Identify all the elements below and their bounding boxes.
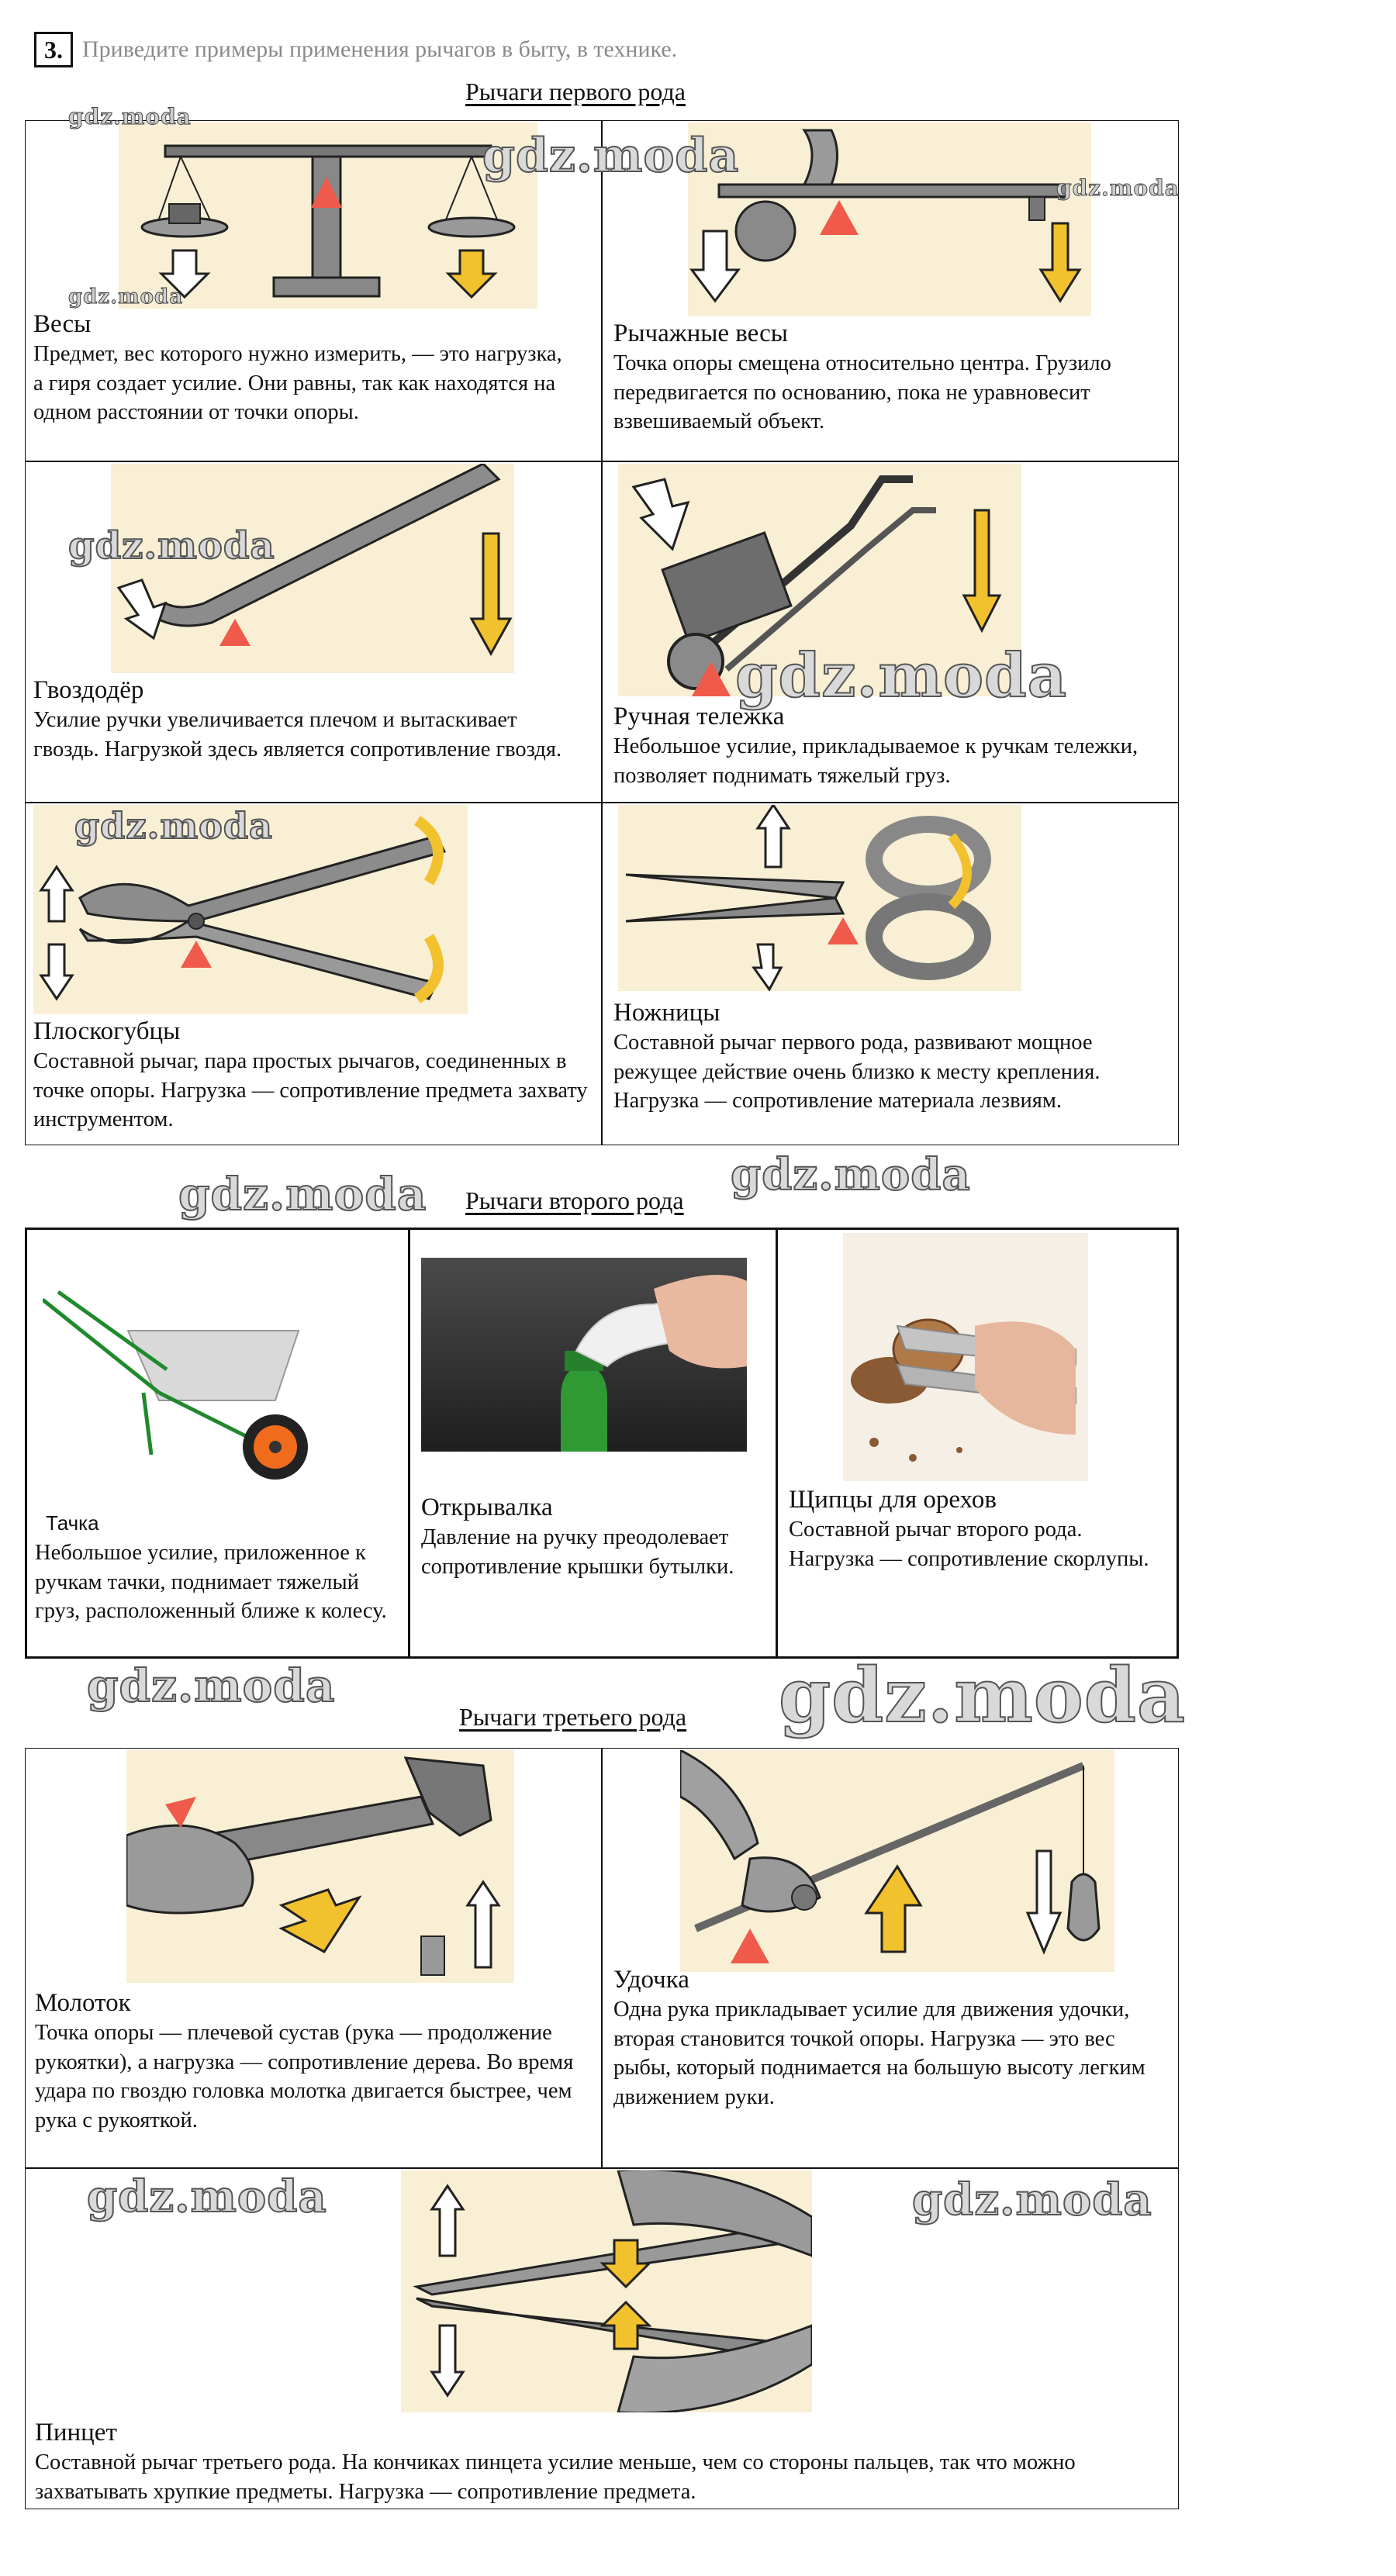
cell-title: Гвоздодёр [33, 676, 144, 704]
watermark-text: gdz.moda [87, 2171, 327, 2222]
watermark-text: gdz.moda [68, 104, 192, 129]
watermark-text: gdz.moda [735, 641, 1068, 711]
watermark-text: gdz.moda [912, 2174, 1152, 2226]
cell-description: Небольшое усилие, приложенное к ручкам тачки, поднимает тяжелый груз, расположенный ближе к колесу. [35, 1541, 387, 1623]
watermark-text: gdz.moda [731, 1149, 971, 1200]
watermark-text: gdz.moda [1056, 175, 1180, 201]
cell-pliers [25, 803, 602, 1145]
cell-title: Пинцет [35, 2419, 117, 2447]
second-class-table [25, 1228, 1179, 1659]
cell-description: Точка опоры — плечевой сустав (рука — продолжение рукоятки), а нагрузка — сопротивление дерева. Во время удара по гвоздю головка молотка двигается быстрее, чем рука с рукояткой. [35, 2021, 574, 2132]
cell-title: Весы [33, 310, 92, 338]
scales-illustration-icon [119, 123, 537, 309]
cell-title: Рычажные весы [613, 319, 788, 347]
task-number: 3. [34, 32, 73, 67]
wheelbarrow-photo-icon [43, 1284, 345, 1486]
cell-description: Небольшое усилие, прикладываемое к ручкам тележки, позволяет поднимать тяжелый груз. [613, 734, 1139, 788]
cell-hand-truck [602, 461, 1179, 803]
section-title-third-class: Рычаги третьего рода [459, 1703, 687, 1731]
cell-wheelbarrow [27, 1230, 410, 1656]
cell-description: Составной рычаг третьего рода. На кончиках пинцета усилие меньше, чем со стороны пальцев, так что можно захватывать хрупкие предметы. Нагрузка — сопротивление предмета. [35, 2450, 1076, 2504]
watermark-text: gdz.moda [74, 805, 273, 847]
section-title-second-class: Рычаги второго рода [465, 1186, 684, 1214]
cell-title: Удочка [613, 1966, 689, 1994]
cell-title: Молоток [35, 1989, 131, 2017]
fishing-rod-illustration-icon [680, 1750, 1114, 1972]
nutcracker-photo-icon [843, 1233, 1088, 1481]
cell-title: Ручная тележка [613, 703, 785, 730]
cell-title: Тачка [46, 1511, 99, 1535]
bottle-opener-photo-icon [421, 1258, 747, 1452]
section-title-first-class: Рычаги первого рода [465, 78, 686, 105]
cell-fishing-rod [602, 1748, 1179, 2168]
cell-description: Составной рычаг, пара простых рычагов, соединенных в точке опоры. Нагрузка — сопротивление предмета захвату инструментом. [33, 1049, 588, 1131]
cell-hammer [25, 1748, 602, 2168]
third-class-table [25, 1748, 1179, 2509]
watermark-text: gdz.moda [68, 285, 184, 309]
task-text: Приведите примеры применения рычагов в быту, в технике. [82, 36, 678, 62]
cell-description: Давление на ручку преодолевает сопротивление крышки бутылки. [421, 1525, 734, 1579]
cell-nail-puller [25, 461, 602, 803]
lever-scales-illustration-icon [688, 123, 1091, 316]
cell-title: Открывалка [421, 1493, 553, 1521]
cell-description: Усилие ручки увеличивается плечом и вытаскивает гвоздь. Нагрузкой здесь является сопротивление гвоздя. [33, 708, 562, 761]
task-header [34, 31, 677, 68]
cell-bottle-opener [410, 1230, 778, 1656]
watermark-text: gdz.moda [178, 1168, 427, 1221]
cell-description: Предмет, вес которого нужно измерить, — это нагрузка, а гиря создает усилие. Они равны, так как находятся на одном расстоянии от точки опоры. [33, 342, 562, 424]
watermark-text: gdz.moda [68, 524, 275, 568]
cell-description: Одна рука прикладывает усилие для движения удочки, вторая становится точкой опоры. Нагрузка — это вес рыбы, который поднимается на большую высоту легким движением руки. [613, 1998, 1145, 2109]
watermark-text: gdz.moda [482, 129, 740, 183]
tweezers-illustration-icon [401, 2170, 812, 2412]
cell-nutcracker [778, 1230, 1177, 1656]
cell-title: Ножницы [613, 999, 720, 1027]
watermark-text: gdz.moda [87, 1659, 336, 1712]
cell-title: Щипцы для орехов [789, 1486, 997, 1514]
cell-description: Составной рычаг первого рода, развивают мощное режущее действие очень близко к месту крепления. Нагрузка — сопротивление материала лезвиям. [613, 1031, 1101, 1113]
first-class-table [25, 120, 1179, 1145]
cell-title: Плоскогубцы [33, 1017, 181, 1045]
cell-scissors [602, 803, 1179, 1145]
nail-puller-illustration-icon [111, 464, 514, 673]
cell-description: Точка опоры смещена относительно центра. Грузило передвигается по основанию, пока не уравновесит взвешиваемый объект. [613, 351, 1111, 433]
watermark-text: gdz.moda [779, 1652, 1187, 1739]
cell-description: Составной рычаг второго рода. Нагрузка — сопротивление скорлупы. [789, 1518, 1149, 1571]
hammer-illustration-icon [126, 1750, 514, 1983]
scissors-illustration-icon [618, 805, 1021, 991]
